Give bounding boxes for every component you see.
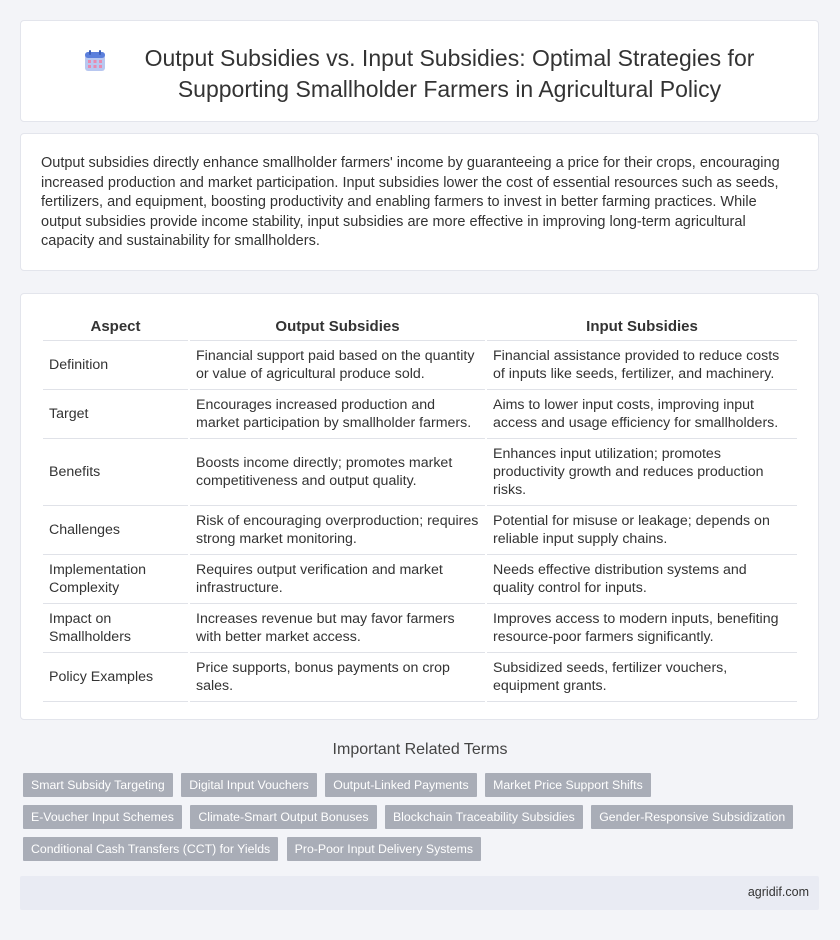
table-row [43, 555, 797, 604]
table-row [43, 604, 797, 653]
footer [20, 876, 819, 910]
column-header-aspect: Aspect [43, 316, 188, 341]
related-term-tag[interactable]: E-Voucher Input Schemes [23, 805, 182, 829]
footer-site-link[interactable]: agridif.com [747, 885, 809, 899]
cell-output: Encourages increased production and market participation by smallholder farmers. [190, 390, 485, 439]
column-header-input: Input Subsidies [487, 316, 797, 341]
cell-aspect: Challenges [43, 506, 188, 555]
cell-aspect: Target [43, 390, 188, 439]
related-term-tag[interactable]: Smart Subsidy Targeting [23, 773, 173, 797]
related-term-tag[interactable]: Conditional Cash Transfers (CCT) for Yields [23, 837, 278, 861]
cell-input: Aims to lower input costs, improving input access and usage efficiency for smallholders. [487, 390, 797, 439]
related-term-tag[interactable]: Output-Linked Payments [325, 773, 476, 797]
table-row [43, 390, 797, 439]
summary-text: Output subsidies directly enhance smallholder farmers' income by guaranteeing a price for their crops, encouraging increased production and market participation. Input subsidies lower the cost of essential resources such as seeds, fertilizers, and equipment, boosting productivity and enabling farmers to invest in better farming practices. While output subsidies provide income stability, input subsidies are more effective in improving long-term agricultural capacity and sustainability for smallholders. [41, 155, 780, 249]
cell-input: Financial assistance provided to reduce costs of inputs like seeds, fertilizer, and machinery. [487, 341, 797, 390]
cell-aspect: Definition [43, 341, 188, 390]
cell-output: Increases revenue but may favor farmers with better market access. [190, 604, 485, 653]
cell-output: Financial support paid based on the quantity or value of agricultural produce sold. [190, 341, 485, 390]
cell-input: Needs effective distribution systems and quality control for inputs. [487, 555, 797, 604]
related-term-tag[interactable]: Pro-Poor Input Delivery Systems [287, 837, 481, 861]
cell-aspect: Impact on Smallholders [43, 604, 188, 653]
cell-aspect: Implementation Complexity [43, 555, 188, 604]
page-title: Output Subsidies vs. Input Subsidies: Optimal Strategies for Supporting Smallholder Farmers in Agricultural Policy [144, 45, 755, 102]
cell-aspect: Policy Examples [43, 653, 188, 702]
table-row [43, 506, 797, 555]
comparison-table-card [20, 293, 819, 720]
cell-output: Risk of encouraging overproduction; requires strong market monitoring. [190, 506, 485, 555]
cell-output: Price supports, bonus payments on crop sales. [190, 653, 485, 702]
related-term-tag[interactable]: Market Price Support Shifts [485, 773, 651, 797]
header-card [20, 20, 819, 122]
table-header-row [43, 316, 797, 341]
summary-card [20, 133, 819, 271]
related-term-tag[interactable]: Gender-Responsive Subsidization [591, 805, 793, 829]
cell-output: Boosts income directly; promotes market competitiveness and output quality. [190, 439, 485, 506]
comparison-table [41, 316, 799, 702]
cell-output: Requires output verification and market infrastructure. [190, 555, 485, 604]
table-row [43, 341, 797, 390]
cell-aspect: Benefits [43, 439, 188, 506]
table-row [43, 439, 797, 506]
cell-input: Subsidized seeds, fertilizer vouchers, equipment grants. [487, 653, 797, 702]
calendar-icon [83, 49, 107, 73]
cell-input: Improves access to modern inputs, benefiting resource-poor farmers significantly. [487, 604, 797, 653]
cell-input: Potential for misuse or leakage; depends on reliable input supply chains. [487, 506, 797, 555]
related-terms-title: Important Related Terms [332, 741, 508, 758]
related-term-tag[interactable]: Climate-Smart Output Bonuses [190, 805, 376, 829]
table-row [43, 653, 797, 702]
column-header-output: Output Subsidies [190, 316, 485, 341]
cell-input: Enhances input utilization; promotes productivity growth and reduces production risks. [487, 439, 797, 506]
related-term-tag[interactable]: Blockchain Traceability Subsidies [385, 805, 583, 829]
related-term-tag[interactable]: Digital Input Vouchers [181, 773, 317, 797]
related-terms-list [23, 773, 813, 869]
